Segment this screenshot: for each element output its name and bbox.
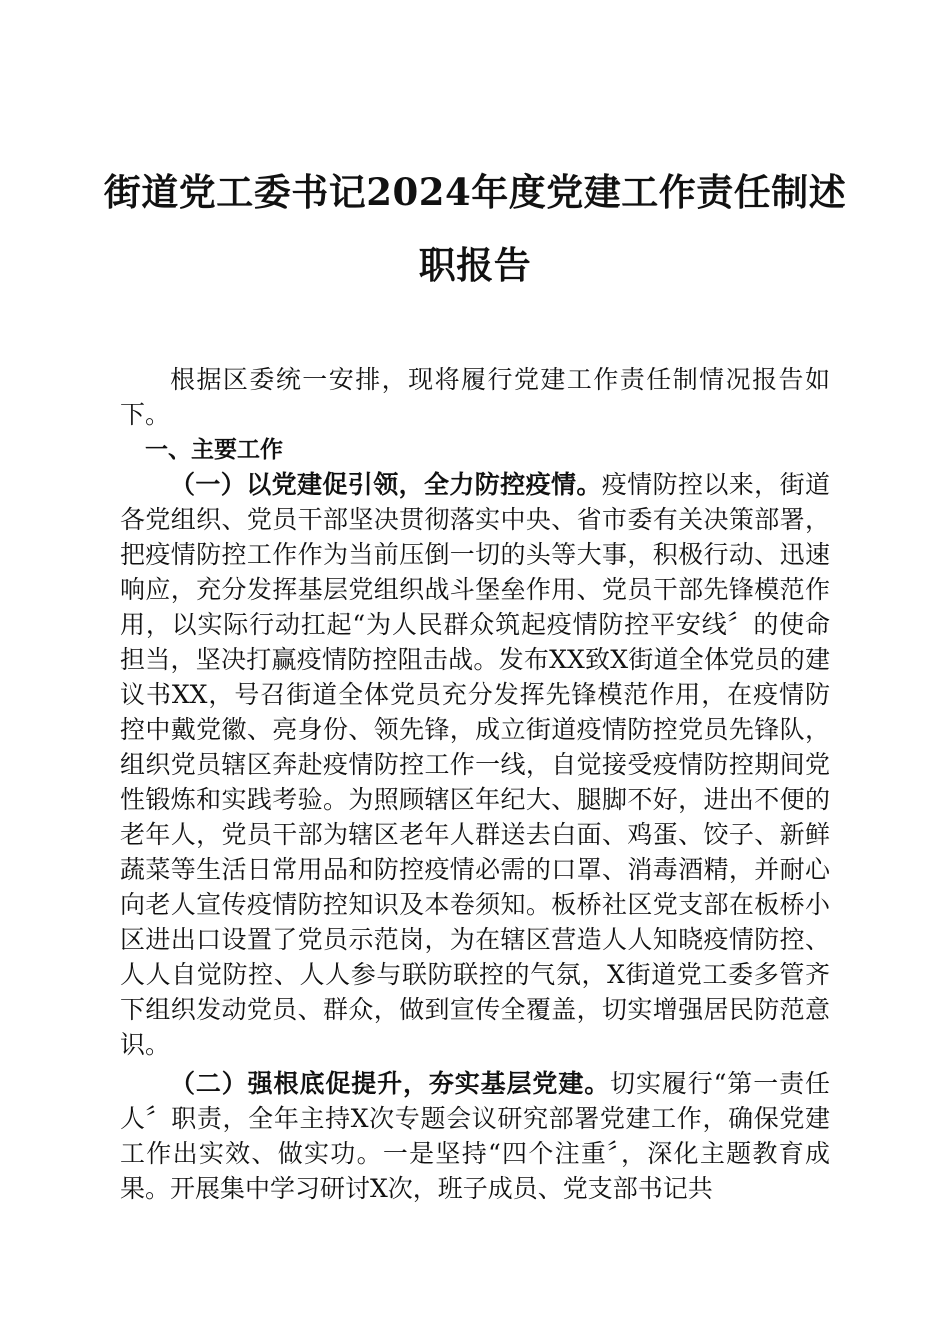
item-2-paragraph bbox=[120, 1066, 830, 1206]
item-1-body: 疫情防控以来，街道各党组织、党员干部坚决贯彻落实中央、省市委有关决策部署，把疫情防控工作作为当前压倒一切的头等大事，积极行动、迅速响应，充分发挥基层党组织战斗堡垒作用、党员干部先锋模范作用，以实际行动扛起“为人民群众筑起疫情防控平安线〞的使命担当，坚决打赢疫情防控阻击战。发布XX致X街道全体党员的建议书XX，号召街道全体党员充分发挥先锋模范作用，在疫情防控中戴党徽、亮身份、领先锋，成立街道疫情防控党员先锋队，组织党员辖区奔赴疫情防控工作一线，自觉接受疫情防控期间党性锻炼和实践考验。为照顾辖区年纪大、腿脚不好，进出不便的老年人，党员干部为辖区老年人群送去白面、鸡蛋、饺子、新鲜蔬菜等生活日常用品和防控疫情必需的口罩、消毒酒精，并耐心向老人宣传疫情防控知识及本卷须知。板桥社区党支部在板桥小区进出口设置了党员示范岗，为在辖区营造人人知晓疫情防控、人人自觉防控、人人参与联防联控的气氛，X街道党工委多管齐下组织发动党员、群众，做到宣传全覆盖，切实增强居民防范意识。 bbox=[120, 470, 830, 1059]
document-title-line-1: 街道党工委书记2024年度党建工作责任制述 bbox=[103, 170, 847, 214]
item-2-body: 切实履行“第一责任人〞职责，全年主持X次专题会议研究部署党建工作，确保党建工作出实效、做实功。一是坚持“四个注重〞，深化主题教育成果。开展集中学习研讨X次，班子成员、党支部书记共 bbox=[120, 1069, 830, 1203]
item-2-heading: （二）强根底促提升，夯实基层党建。 bbox=[170, 1069, 611, 1098]
item-1-paragraph bbox=[120, 467, 830, 1062]
item-1-heading: （一）以党建促引领，全力防控疫情。 bbox=[170, 470, 602, 499]
intro-paragraph: 根据区委统一安排，现将履行党建工作责任制情况报告如下。 bbox=[120, 365, 830, 429]
section-heading-main-work: 一、主要工作 bbox=[145, 436, 283, 463]
document-body bbox=[120, 362, 830, 1206]
document-title-line-2: 职报告 bbox=[418, 243, 532, 287]
